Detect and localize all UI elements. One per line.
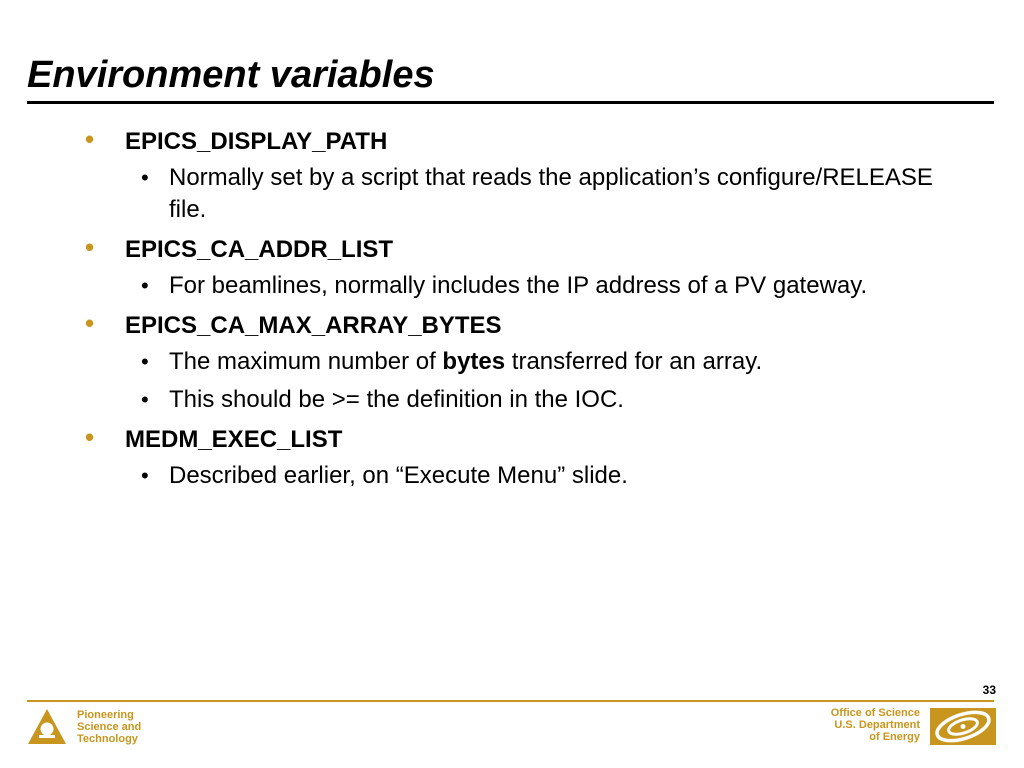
bullet-item-epics-ca-addr-list	[85, 232, 965, 302]
bullet-label: MEDM_EXEC_LIST	[125, 426, 343, 453]
sub-bullet-text-bold: bytes	[442, 348, 506, 375]
sub-bullet-text: Normally set by a script that reads the application’s configure/RELEASE file.	[169, 164, 933, 223]
bullet-item-medm-exec-list	[85, 422, 965, 492]
slide-title: Environment variables	[27, 54, 435, 96]
footer-doe-line: of Energy	[869, 731, 920, 743]
bullet-dot-icon: •	[85, 232, 95, 262]
sub-bullet	[85, 384, 965, 416]
title-underline	[27, 101, 994, 104]
bullet-row	[85, 232, 965, 267]
bullet-dot-icon: •	[85, 124, 95, 154]
footer-tagline-line: Pioneering	[77, 709, 134, 721]
footer-doe-text	[831, 707, 920, 743]
sub-list	[85, 346, 965, 416]
bullet-dot-icon: •	[85, 422, 95, 452]
sub-bullet-dot-icon: •	[141, 349, 149, 374]
sub-list	[85, 270, 965, 302]
bullet-item-epics-display-path	[85, 124, 965, 226]
sub-list	[85, 162, 965, 226]
bullet-row	[85, 124, 965, 159]
sub-bullet	[85, 346, 965, 378]
argonne-logo-hole	[41, 723, 54, 736]
footer-tagline-line: Science and	[77, 721, 142, 733]
sub-bullet-dot-icon: •	[141, 463, 149, 488]
sub-bullet-text: For beamlines, normally includes the IP address of a PV gateway.	[169, 272, 868, 299]
doe-office-of-science-logo-icon	[930, 708, 996, 745]
sub-bullet-dot-icon: •	[141, 165, 149, 190]
bullet-label: EPICS_CA_MAX_ARRAY_BYTES	[125, 312, 502, 339]
sub-bullet-dot-icon: •	[141, 387, 149, 412]
footer-tagline-line: Technology	[77, 733, 138, 745]
sub-bullet-text-after: transferred for an array.	[505, 348, 763, 375]
sub-bullet-text: Described earlier, on “Execute Menu” slide.	[169, 462, 628, 489]
sub-bullet	[85, 162, 965, 226]
bullet-row	[85, 308, 965, 343]
bullet-row	[85, 422, 965, 457]
bullet-item-epics-ca-max-array-bytes	[85, 308, 965, 416]
sub-bullet-text: This should be >= the definition in the IOC.	[169, 386, 624, 413]
sub-list	[85, 460, 965, 492]
sub-bullet-text-before: The maximum number of	[169, 348, 443, 375]
footer-tagline	[77, 709, 141, 745]
argonne-logo-icon	[27, 708, 67, 745]
bullet-label: EPICS_DISPLAY_PATH	[125, 128, 388, 155]
footer-rule	[27, 700, 994, 702]
sub-bullet	[85, 460, 965, 492]
footer-doe-line: U.S. Department	[834, 719, 920, 731]
sub-bullet	[85, 270, 965, 302]
argonne-logo-bar	[39, 735, 55, 738]
bullet-label: EPICS_CA_ADDR_LIST	[125, 236, 394, 263]
doe-logo-center	[961, 724, 966, 729]
bullet-dot-icon: •	[85, 308, 95, 338]
footer-doe-line: Office of Science	[830, 707, 920, 719]
bullet-list	[85, 124, 965, 498]
sub-bullet-dot-icon: •	[141, 273, 149, 298]
page-number: 33	[982, 683, 996, 697]
